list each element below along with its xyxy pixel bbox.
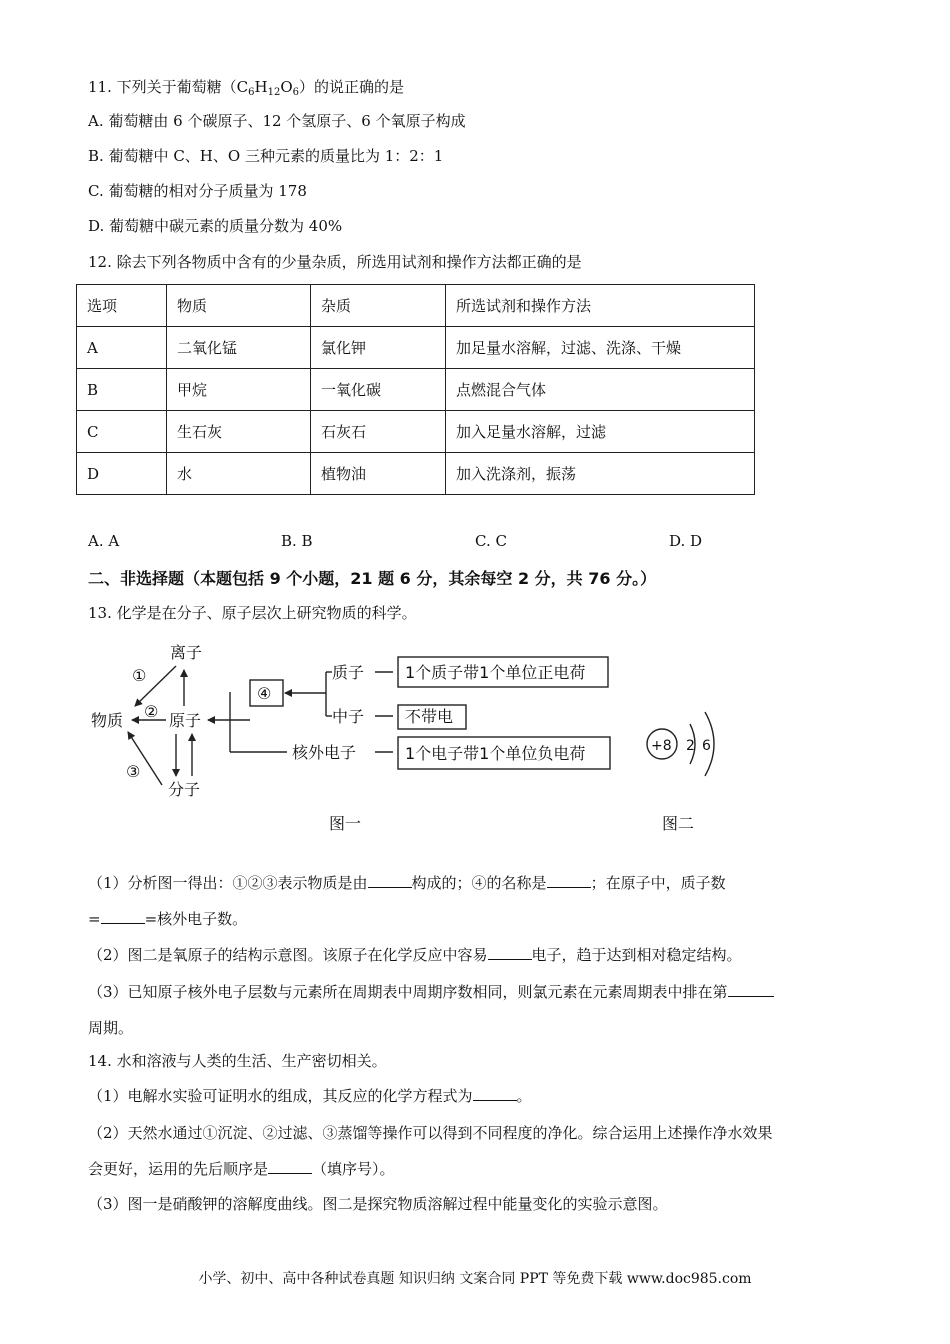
shell1-electrons: 2 <box>686 738 695 754</box>
label-neutron: 中子 <box>332 707 365 726</box>
section-title: 二、非选择题（本题包括 9 个小题，21 题 6 分，其余每空 2 分，共 76 分。） <box>88 569 657 588</box>
label-circle2: ② <box>144 702 159 721</box>
blank[interactable] <box>101 923 145 924</box>
nucleus-charge: +8 <box>651 738 672 754</box>
label-atom: 原子 <box>169 711 202 730</box>
footer: 小学、初中、高中各种试卷真题 知识归纳 文案合同 PPT 等免费下载 www.doc985.com <box>198 1271 752 1287</box>
q14-part3: （3）图一是硝酸钾的溶解度曲线。图二是探究物质溶解过程中能量变化的实验示意图。 <box>88 1195 668 1213</box>
table-header-cell: 选项 <box>77 285 167 327</box>
table-header-row <box>77 285 755 327</box>
q11-option-c: C. 葡萄糖的相对分子质量为 178 <box>88 182 307 200</box>
q12-table <box>76 284 755 495</box>
proton-desc: 1个质子带1个单位正电荷 <box>405 663 586 682</box>
blank[interactable] <box>728 996 774 997</box>
table-cell: A <box>77 327 167 369</box>
q12-answer-a: A. A <box>88 532 120 550</box>
table-cell: 一氧化碳 <box>311 369 446 411</box>
figure2-caption: 图二 <box>662 814 695 833</box>
q12-answer-b: B. B <box>281 532 313 550</box>
q13-part1-cont: = =核外电子数。 <box>88 910 248 928</box>
q13-part1: （1）分析图一得出：①②③表示物质是由 构成的；④的名称是 ；在原子中，质子数 <box>88 874 726 892</box>
table-cell: C <box>77 411 167 453</box>
label-substance: 物质 <box>91 711 124 730</box>
table-cell: 加入足量水溶解，过滤 <box>446 411 755 453</box>
table-cell: 石灰石 <box>311 411 446 453</box>
q12-answer-d: D. D <box>669 532 703 550</box>
label-circle1: ① <box>132 666 147 685</box>
shell2-electrons: 6 <box>702 738 711 754</box>
q14-stem: 14. 水和溶液与人类的生活、生产密切相关。 <box>88 1052 387 1070</box>
table-row <box>77 411 755 453</box>
table-cell: B <box>77 369 167 411</box>
label-circle4: ④ <box>257 684 272 703</box>
neutron-desc: 不带电 <box>405 707 454 726</box>
table-cell: 水 <box>167 453 311 495</box>
table-cell: 氯化钾 <box>311 327 446 369</box>
q14-part2-cont: 会更好，运用的先后顺序是 （填序号）。 <box>88 1160 395 1178</box>
blank[interactable] <box>268 1173 312 1174</box>
table-row <box>77 369 755 411</box>
table-row <box>77 327 755 369</box>
q11-option-a: A. 葡萄糖由 6 个碳原子、12 个氢原子、6 个氧原子构成 <box>88 112 466 130</box>
table-header-cell: 物质 <box>167 285 311 327</box>
q11-stem: 11. 下列关于葡萄糖$(C_6H_{12}O_6)$的说正确的是 <box>88 78 405 98</box>
label-proton: 质子 <box>332 663 365 682</box>
label-ion: 离子 <box>170 643 203 662</box>
label-circle3: ③ <box>126 762 141 781</box>
blank[interactable] <box>368 887 412 888</box>
label-molecule: 分子 <box>168 780 201 799</box>
table-cell: 二氧化锰 <box>167 327 311 369</box>
q13-part3: （3）已知原子核外电子层数与元素所在周期表中周期序数相同，则氯元素在元素周期表中排在第 <box>88 981 774 1003</box>
q13-figure <box>80 632 740 847</box>
figure1-caption: 图一 <box>329 814 362 833</box>
table-cell: D <box>77 453 167 495</box>
q14-part2: （2）天然水通过①沉淀、②过滤、③蒸馏等操作可以得到不同程度的净化。综合运用上述操作净水效果 <box>88 1124 773 1142</box>
q13-stem: 13. 化学是在分子、原子层次上研究物质的科学。 <box>88 604 417 622</box>
blank[interactable] <box>473 1100 517 1101</box>
table-header-cell: 所选试剂和操作方法 <box>446 285 755 327</box>
q11-option-d: D. 葡萄糖中碳元素的质量分数为 40% <box>88 217 343 235</box>
table-header-cell: 杂质 <box>311 285 446 327</box>
blank[interactable] <box>488 959 532 960</box>
q11-option-b: B. 葡萄糖中 C、H、O 三种元素的质量比为 1：2：1 <box>88 147 444 165</box>
table-cell: 加足量水溶解，过滤、洗涤、干燥 <box>446 327 755 369</box>
electron-desc: 1个电子带1个单位负电荷 <box>405 744 586 763</box>
q12-stem: 12. 除去下列各物质中含有的少量杂质，所选用试剂和操作方法都正确的是 <box>88 253 582 271</box>
table-row <box>77 453 755 495</box>
table-cell: 甲烷 <box>167 369 311 411</box>
q12-answer-c: C. C <box>475 532 507 550</box>
label-electron: 核外电子 <box>292 743 357 762</box>
q13-part3-cont: 周期。 <box>88 1019 134 1037</box>
table-cell: 生石灰 <box>167 411 311 453</box>
table-cell: 加入洗涤剂，振荡 <box>446 453 755 495</box>
q13-part2: （2）图二是氧原子的结构示意图。该原子在化学反应中容易 电子，趋于达到相对稳定结构。 <box>88 946 742 964</box>
blank[interactable] <box>547 887 591 888</box>
table-cell: 植物油 <box>311 453 446 495</box>
table-cell: 点燃混合气体 <box>446 369 755 411</box>
q14-part1: （1）电解水实验可证明水的组成，其反应的化学方程式为 。 <box>88 1087 532 1105</box>
